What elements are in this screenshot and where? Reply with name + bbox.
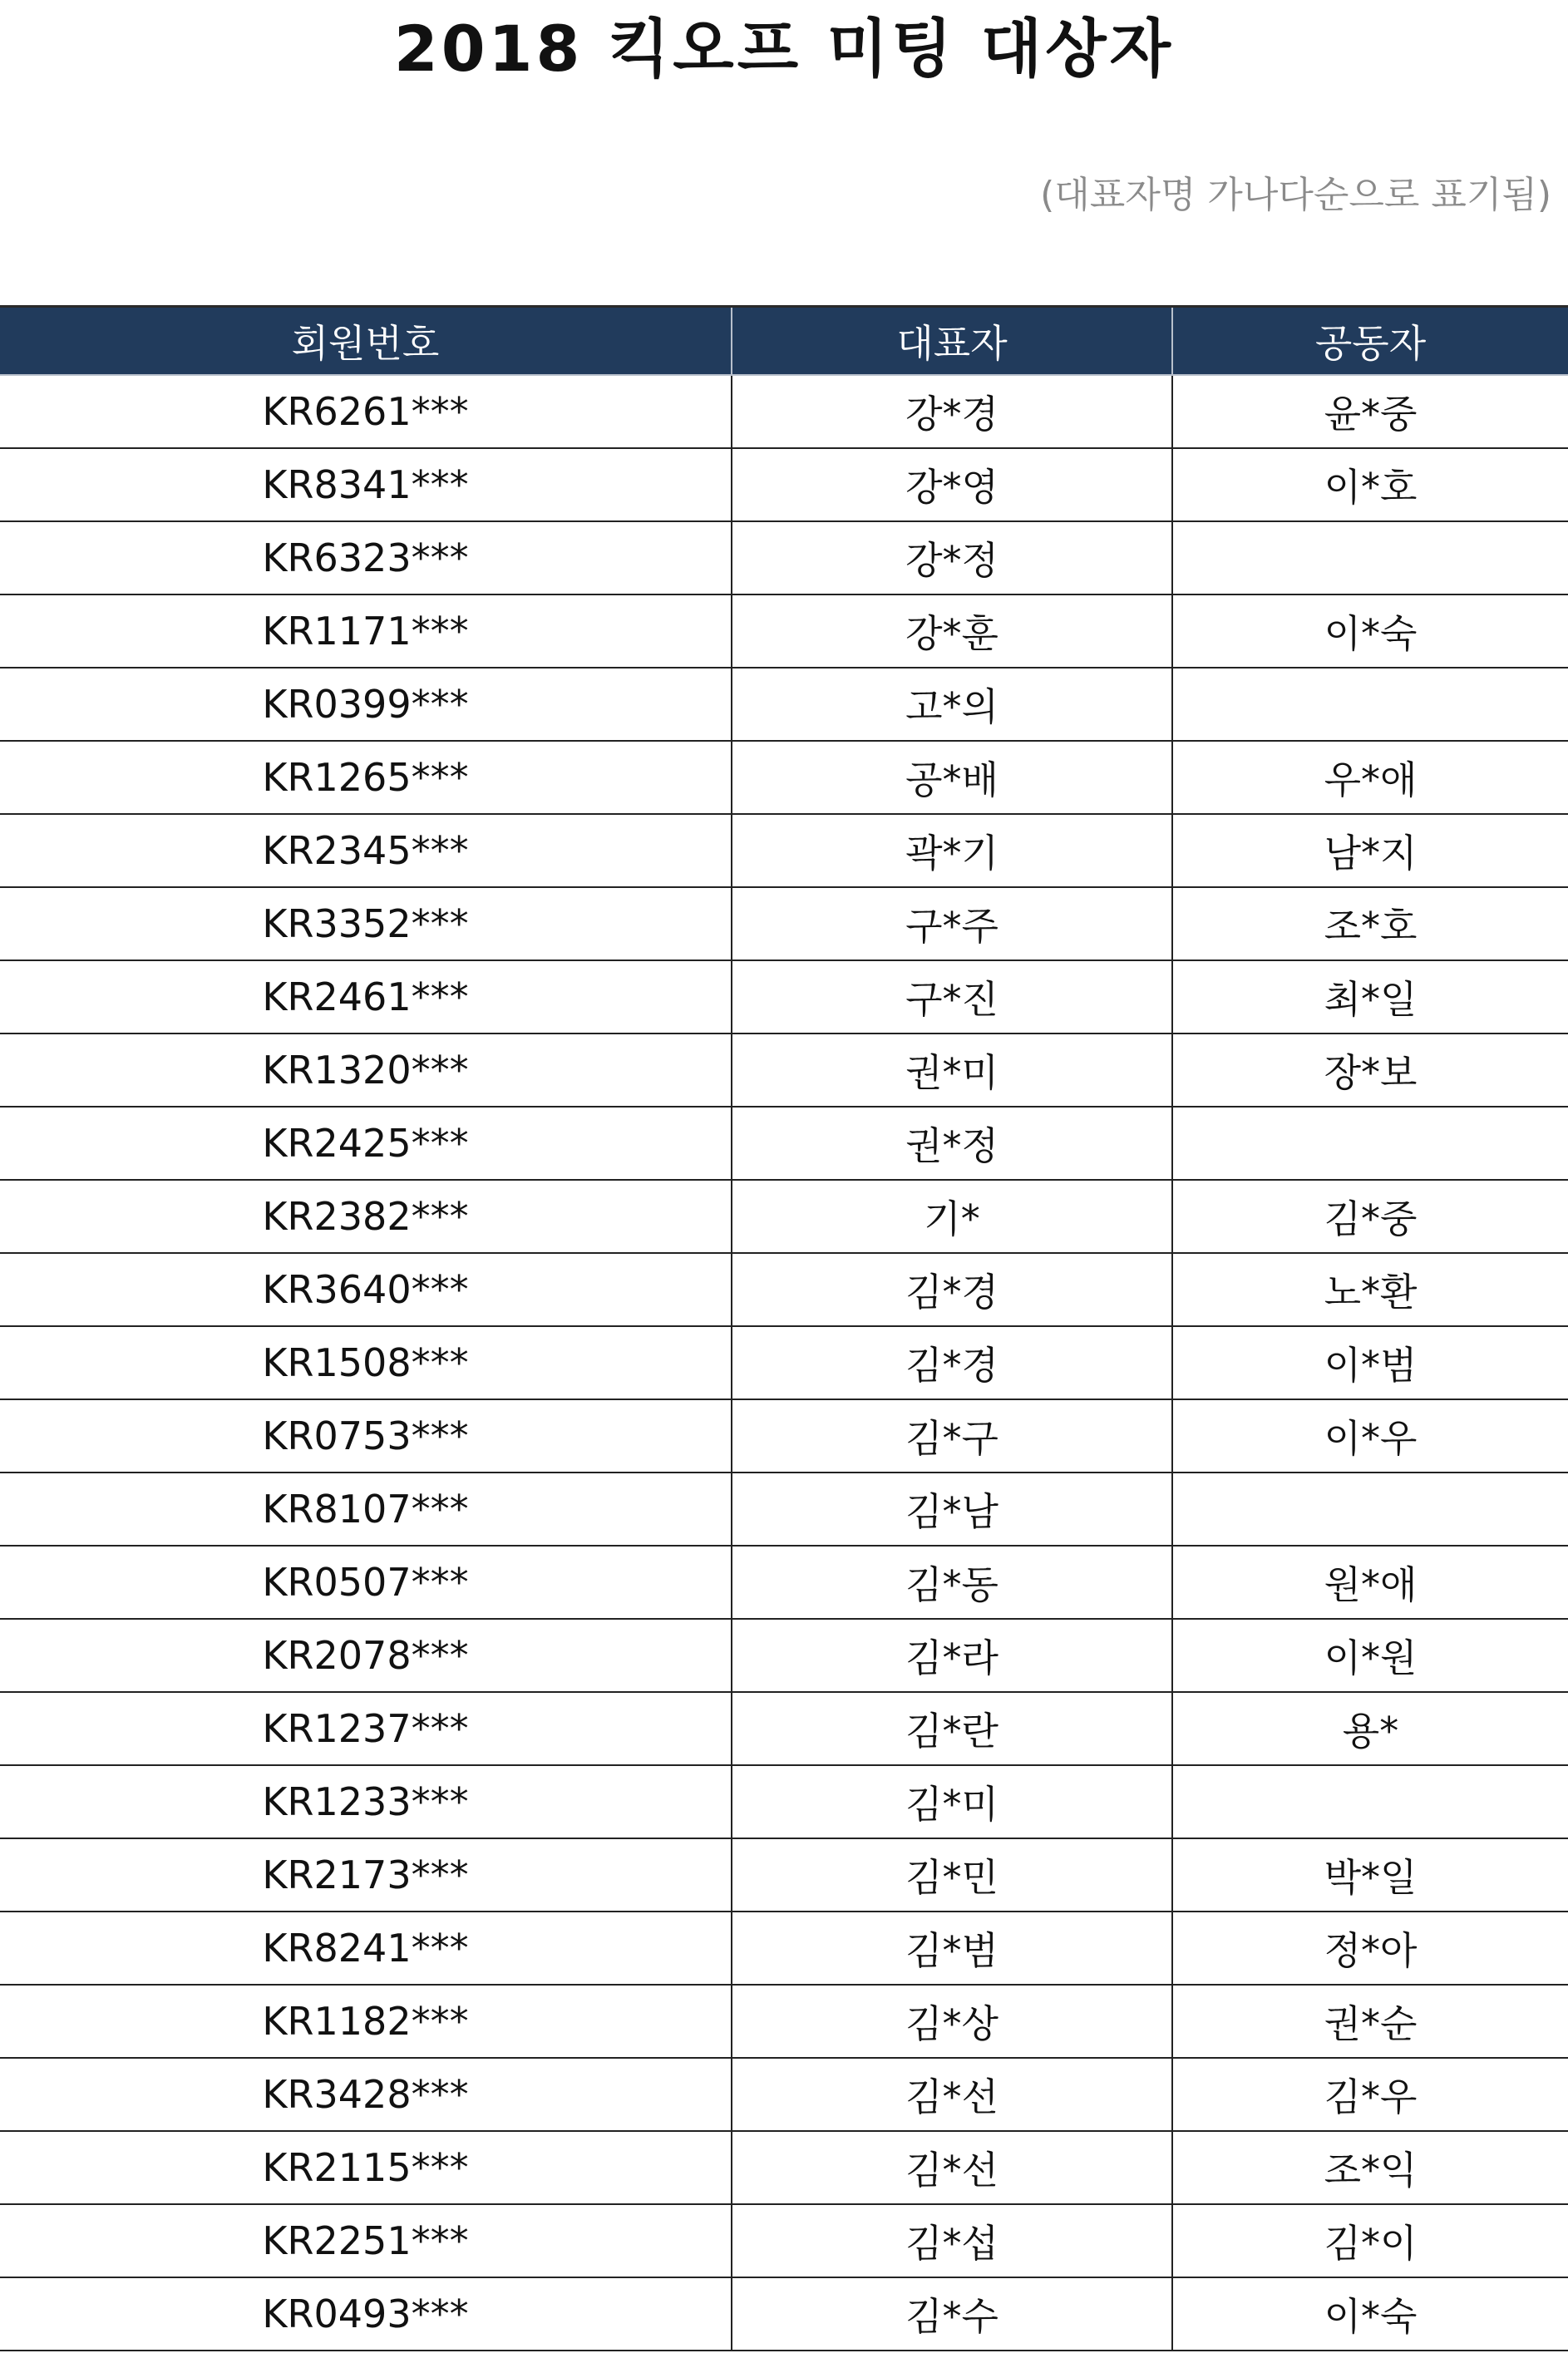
co-owner-cell: 우*애 bbox=[1172, 741, 1568, 814]
table-row bbox=[0, 1838, 1568, 1912]
representative-cell: 고*의 bbox=[732, 668, 1172, 741]
representative-cell: 권*미 bbox=[732, 1034, 1172, 1107]
table-row bbox=[0, 594, 1568, 668]
co-owner-cell bbox=[1172, 1473, 1568, 1546]
member-number-cell: KR6323*** bbox=[0, 521, 732, 594]
member-number-cell: KR1508*** bbox=[0, 1326, 732, 1399]
table-row bbox=[0, 1180, 1568, 1253]
representative-cell: 강*훈 bbox=[732, 594, 1172, 668]
table-row bbox=[0, 1253, 1568, 1326]
co-owner-cell: 김*우 bbox=[1172, 2058, 1568, 2131]
page-title: 2018 킥오프 미팅 대상자 bbox=[393, 12, 1175, 86]
table-row bbox=[0, 668, 1568, 741]
table-row bbox=[0, 960, 1568, 1034]
co-owner-cell: 이*숙 bbox=[1172, 2277, 1568, 2351]
co-owner-cell: 이*범 bbox=[1172, 1326, 1568, 1399]
co-owner-cell bbox=[1172, 1765, 1568, 1838]
member-number-cell: KR1171*** bbox=[0, 594, 732, 668]
table-row bbox=[0, 1546, 1568, 1619]
representative-cell: 김*경 bbox=[732, 1326, 1172, 1399]
member-number-cell: KR2173*** bbox=[0, 1838, 732, 1912]
co-owner-cell bbox=[1172, 1107, 1568, 1180]
sort-order-note: (대표자명 가나다순으로 표기됨) bbox=[1040, 174, 1551, 216]
representative-cell: 김*경 bbox=[732, 1253, 1172, 1326]
table-row bbox=[0, 814, 1568, 887]
representative-cell: 권*정 bbox=[732, 1107, 1172, 1180]
co-owner-cell: 김*이 bbox=[1172, 2204, 1568, 2277]
table-row bbox=[0, 1692, 1568, 1765]
co-owner-cell: 이*원 bbox=[1172, 1619, 1568, 1692]
member-number-cell: KR0399*** bbox=[0, 668, 732, 741]
co-owner-cell: 장*보 bbox=[1172, 1034, 1568, 1107]
representative-cell: 김*수 bbox=[732, 2277, 1172, 2351]
table-row bbox=[0, 2204, 1568, 2277]
member-number-cell: KR1233*** bbox=[0, 1765, 732, 1838]
co-owner-cell: 이*호 bbox=[1172, 448, 1568, 521]
representative-cell: 김*선 bbox=[732, 2058, 1172, 2131]
co-owner-cell: 남*지 bbox=[1172, 814, 1568, 887]
co-owner-cell: 원*애 bbox=[1172, 1546, 1568, 1619]
co-owner-cell: 노*환 bbox=[1172, 1253, 1568, 1326]
table-row bbox=[0, 1912, 1568, 1985]
representative-cell: 구*주 bbox=[732, 887, 1172, 960]
representative-cell: 강*영 bbox=[732, 448, 1172, 521]
co-owner-cell: 이*우 bbox=[1172, 1399, 1568, 1473]
member-number-cell: KR8341*** bbox=[0, 448, 732, 521]
representative-cell: 강*경 bbox=[732, 375, 1172, 448]
member-number-cell: KR0507*** bbox=[0, 1546, 732, 1619]
representative-cell: 김*구 bbox=[732, 1399, 1172, 1473]
member-number-cell: KR3640*** bbox=[0, 1253, 732, 1326]
representative-cell: 김*범 bbox=[732, 1912, 1172, 1985]
table-row bbox=[0, 1399, 1568, 1473]
member-number-cell: KR6261*** bbox=[0, 375, 732, 448]
representative-cell: 김*선 bbox=[732, 2131, 1172, 2204]
table-row bbox=[0, 448, 1568, 521]
representative-cell: 김*상 bbox=[732, 1985, 1172, 2058]
header-co-owner: 공동자 bbox=[1172, 307, 1568, 376]
co-owner-cell: 조*호 bbox=[1172, 887, 1568, 960]
representative-cell: 김*라 bbox=[732, 1619, 1172, 1692]
member-number-cell: KR2461*** bbox=[0, 960, 732, 1034]
member-number-cell: KR1265*** bbox=[0, 741, 732, 814]
co-owner-cell: 용* bbox=[1172, 1692, 1568, 1765]
representative-cell: 김*란 bbox=[732, 1692, 1172, 1765]
member-number-cell: KR2251*** bbox=[0, 2204, 732, 2277]
co-owner-cell: 정*아 bbox=[1172, 1912, 1568, 1985]
co-owner-cell: 박*일 bbox=[1172, 1838, 1568, 1912]
representative-cell: 구*진 bbox=[732, 960, 1172, 1034]
table-row bbox=[0, 1326, 1568, 1399]
co-owner-cell: 권*순 bbox=[1172, 1985, 1568, 2058]
table-body bbox=[0, 375, 1568, 2351]
member-number-cell: KR2382*** bbox=[0, 1180, 732, 1253]
representative-cell: 기* bbox=[732, 1180, 1172, 1253]
table-row bbox=[0, 2131, 1568, 2204]
member-number-cell: KR2345*** bbox=[0, 814, 732, 887]
table-header-row bbox=[0, 307, 1568, 376]
table-row bbox=[0, 1473, 1568, 1546]
table-row bbox=[0, 521, 1568, 594]
table-row bbox=[0, 1034, 1568, 1107]
table-row bbox=[0, 1765, 1568, 1838]
representative-cell: 곽*기 bbox=[732, 814, 1172, 887]
table-row bbox=[0, 1619, 1568, 1692]
member-number-cell: KR8107*** bbox=[0, 1473, 732, 1546]
attendee-table bbox=[0, 305, 1568, 2351]
table-row bbox=[0, 2277, 1568, 2351]
header-representative: 대표자 bbox=[732, 307, 1172, 376]
representative-cell: 김*미 bbox=[732, 1765, 1172, 1838]
co-owner-cell: 윤*중 bbox=[1172, 375, 1568, 448]
representative-cell: 공*배 bbox=[732, 741, 1172, 814]
table-row bbox=[0, 2058, 1568, 2131]
member-number-cell: KR3352*** bbox=[0, 887, 732, 960]
table-row bbox=[0, 375, 1568, 448]
member-number-cell: KR2425*** bbox=[0, 1107, 732, 1180]
member-number-cell: KR1320*** bbox=[0, 1034, 732, 1107]
co-owner-cell bbox=[1172, 521, 1568, 594]
co-owner-cell: 김*중 bbox=[1172, 1180, 1568, 1253]
representative-cell: 김*섭 bbox=[732, 2204, 1172, 2277]
member-number-cell: KR1182*** bbox=[0, 1985, 732, 2058]
representative-cell: 강*정 bbox=[732, 521, 1172, 594]
representative-cell: 김*동 bbox=[732, 1546, 1172, 1619]
co-owner-cell: 조*익 bbox=[1172, 2131, 1568, 2204]
member-number-cell: KR0753*** bbox=[0, 1399, 732, 1473]
table-row bbox=[0, 1107, 1568, 1180]
member-number-cell: KR2078*** bbox=[0, 1619, 732, 1692]
member-number-cell: KR3428*** bbox=[0, 2058, 732, 2131]
header-member-number: 회원번호 bbox=[0, 307, 732, 376]
member-number-cell: KR0493*** bbox=[0, 2277, 732, 2351]
co-owner-cell: 이*숙 bbox=[1172, 594, 1568, 668]
representative-cell: 김*남 bbox=[732, 1473, 1172, 1546]
representative-cell: 김*민 bbox=[732, 1838, 1172, 1912]
member-number-cell: KR1237*** bbox=[0, 1692, 732, 1765]
table-row bbox=[0, 741, 1568, 814]
member-number-cell: KR2115*** bbox=[0, 2131, 732, 2204]
table-row bbox=[0, 887, 1568, 960]
co-owner-cell: 최*일 bbox=[1172, 960, 1568, 1034]
member-number-cell: KR8241*** bbox=[0, 1912, 732, 1985]
table-row bbox=[0, 1985, 1568, 2058]
co-owner-cell bbox=[1172, 668, 1568, 741]
